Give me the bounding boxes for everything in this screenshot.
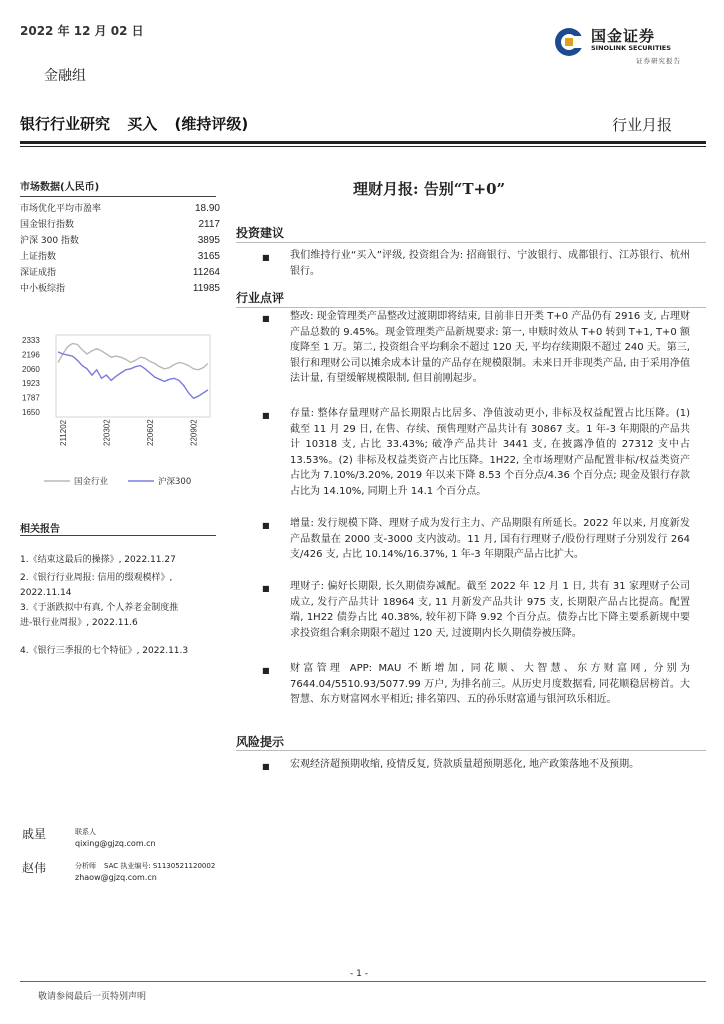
section-title-risk: 风险提示 bbox=[236, 735, 285, 749]
index-chart bbox=[20, 323, 220, 493]
market-data-value: 3165 bbox=[197, 251, 220, 262]
footer-disclaimer: 敬请参阅最后一页特别声明 bbox=[38, 992, 147, 1002]
related-report-item[interactable] bbox=[20, 601, 220, 631]
market-data-label: 深证成指 bbox=[20, 268, 57, 278]
analyst-role: 分析师 bbox=[75, 862, 96, 870]
market-data-label: 市场优化平均市盈率 bbox=[20, 204, 102, 214]
market-data-label: 沪深 300 指数 bbox=[20, 236, 79, 246]
section-divider bbox=[236, 307, 706, 308]
bullet-icon: ■ bbox=[262, 314, 270, 323]
chart-y-tick-label: 2196 bbox=[22, 350, 40, 360]
related-report-line: 2022.11.14 bbox=[20, 588, 72, 598]
related-report-line: 3.《于浙跌拟中有真, 个人养老金制度推 bbox=[20, 603, 179, 613]
market-data-label: 上证指数 bbox=[20, 252, 57, 262]
market-data-row bbox=[20, 233, 220, 249]
analyst-name: 戚星 bbox=[22, 827, 47, 841]
analyst-name: 赵伟 bbox=[22, 861, 47, 875]
advice-paragraph: 我们维持行业“买入”评级, 投资组合为: 招商银行、宁波银行、成都银行、江苏银行、杭州银行。 bbox=[290, 250, 690, 277]
chart-x-tick-label: 220302 bbox=[102, 419, 112, 446]
review-paragraph: 存量: 整体存量理财产品长期限占比居多、净值波动更小, 非标及权益配置占比压降。(1) 截至 11 月 29 日, 在售、存续、预售理财产品共计有 30867 支。1 年-3 年期限的产品共计 10318 支, 占比 33.43%; 破净产品共计 3441 支, 在披露净值的 27312 支中占 13.53%。(2) 非标及权益类资产占比压降。1H22, 全市场理财产品配置非标/权益类资产占比为 7.10%/3.20%, 2019 年以来下降 8.53 个百分点/4.36 个百分点; 现金及银行存款占比为 14.10%, 同期上升 14.1 个百分点。 bbox=[290, 408, 690, 497]
market-data-row bbox=[20, 217, 220, 233]
footer-divider bbox=[20, 981, 706, 982]
section-divider bbox=[236, 242, 706, 243]
market-data-label: 国金银行指数 bbox=[20, 220, 75, 230]
report-date: 2022 年 12 月 02 日 bbox=[20, 24, 144, 38]
chart-x-tick-label: 211202 bbox=[59, 419, 68, 446]
headline-industry: 银行行业研究 bbox=[20, 115, 111, 133]
analyst-email[interactable]: qixing@gjzq.com.cn bbox=[75, 839, 156, 848]
chart-y-tick-label: 2333 bbox=[22, 336, 40, 345]
market-data-panel bbox=[20, 178, 220, 297]
market-data-title: 市场数据(人民币) bbox=[20, 178, 216, 197]
analyst-role: 联系人 bbox=[75, 828, 96, 836]
headline bbox=[20, 113, 260, 134]
review-paragraph: 理财子: 偏好长期限, 长久期债券减配。截至 2022 年 12 月 1 日, 共有 31 家理财子公司成立, 发行产品共计 18964 支, 11 月新发产品共计 975 支, 长期限产品占比提高。配置端, 1H22 债券占比 40.38%, 较年初下降 9.92 个百分点。债券占比下降主要系新规中要求投资组合剩余期限不超过 120 天, 过渡期内长久期债券被压降。 bbox=[290, 581, 690, 639]
bullet-icon: ■ bbox=[262, 411, 270, 420]
bullet-icon: ■ bbox=[262, 762, 270, 771]
brand-logo-icon bbox=[553, 26, 585, 58]
report-title: 理财月报: 告别“T+0” bbox=[353, 180, 506, 198]
related-report-line: 进-银行业周报》, 2022.11.6 bbox=[20, 618, 138, 628]
market-data-value: 3895 bbox=[197, 235, 220, 246]
related-report-item[interactable] bbox=[20, 571, 220, 601]
chart-x-tick-label: 220602 bbox=[146, 419, 156, 446]
bullet-icon: ■ bbox=[262, 666, 270, 675]
market-data-value: 18.90 bbox=[194, 203, 220, 214]
review-paragraph: 整改: 现金管理类产品整改过渡期即将结束, 目前非日开类 T+0 产品仍有 2916 支, 占理财产品总数的 9.45%。现金管理类产品新规要求: 第一, 申赎时效从 T+0 转到 T+1, T+0 额度降至 1 万。第二, 投资组合平均剩余不超过 120 天, 平均存续期限不超过 240 天。第三, 银行和理财公司以摊余成本计量的产品存在规模限制。未来日开非现类产品, 由于采用净值法计量, 有望缓解规模限制, 但目前刚起步。 bbox=[290, 311, 690, 384]
section-title-review: 行业点评 bbox=[236, 291, 285, 305]
chart-x-tick-label: 220902 bbox=[189, 419, 199, 446]
header-divider-thin bbox=[20, 146, 706, 147]
chart-legend-label: 国金行业 bbox=[74, 477, 109, 487]
chart-y-tick-label: 2060 bbox=[22, 364, 40, 374]
header-divider bbox=[20, 141, 706, 144]
market-data-value: 2117 bbox=[198, 219, 220, 230]
section-divider bbox=[236, 750, 706, 751]
bullet-icon: ■ bbox=[262, 521, 270, 530]
bullet-icon: ■ bbox=[262, 584, 270, 593]
chart-series-line bbox=[58, 352, 208, 398]
related-report-line: 4.《银行三季报的七个特征》, 2022.11.3 bbox=[20, 646, 189, 656]
section-title-advice: 投资建议 bbox=[236, 226, 285, 240]
chart-legend-label: 沪深300 bbox=[158, 477, 192, 487]
chart-y-tick-label: 1650 bbox=[22, 408, 40, 417]
related-reports-title: 相关报告 bbox=[20, 524, 60, 535]
analyst-email[interactable]: zhaow@gjzq.com.cn bbox=[75, 873, 157, 882]
analyst-sac-id: SAC 执业编号: S1130521120002 bbox=[104, 862, 216, 870]
market-data-label: 中小板综指 bbox=[20, 284, 66, 294]
market-data-row bbox=[20, 265, 220, 281]
related-report-line: 2.《银行行业周报: 信用的缀观模样》, bbox=[20, 573, 173, 583]
market-data-row bbox=[20, 281, 220, 297]
market-data-row bbox=[20, 249, 220, 265]
risk-paragraph: 宏观经济超预期收缩, 疫情反复, 贷款质量超预期恶化, 地产政策落地不及预期。 bbox=[290, 759, 640, 770]
brand-name-en: SINOLINK SECURITIES bbox=[591, 44, 671, 52]
market-data-row bbox=[20, 201, 220, 217]
headline-rating-note: (维持评级) bbox=[174, 115, 249, 133]
brand-name-cn: 国金证券 bbox=[591, 27, 656, 45]
related-report-item[interactable] bbox=[20, 553, 220, 568]
related-report-line: 1.《结束这最后的操搽》, 2022.11.27 bbox=[20, 555, 176, 565]
chart-y-tick-label: 1923 bbox=[22, 379, 40, 389]
headline-rating: 买入 bbox=[127, 115, 158, 133]
review-paragraph: 增量: 发行规模下降、理财子成为发行主力、产品期限有所延长。2022 年以来, 月度新发产品数量在 2000 支-3000 支内波动。11 月, 国有行理财子/股份行理财子分别发行 264 支/426 支, 占比 10.14%/16.37%, 1 年-3 年期限产品占比扩大。 bbox=[290, 518, 690, 560]
bullet-icon: ■ bbox=[262, 253, 270, 262]
group-name: 金融组 bbox=[44, 68, 86, 84]
chart-series-line bbox=[58, 344, 208, 370]
review-paragraph: 财富管理 APP: MAU 不断增加, 同花顺、大智慧、东方财富网, 分别为 7644.04/5510.93/5077.99 万户, 为排名前三。从历史月度数据看, 同花顺稳居榜首。大智慧、东方财富网水平相近; 排名第四、五的孙乐财富通与银河玖乐相近。 bbox=[290, 663, 690, 705]
market-data-value: 11985 bbox=[192, 283, 220, 294]
related-reports-divider bbox=[20, 535, 216, 536]
page-number: - 1 - bbox=[350, 969, 368, 979]
related-report-item[interactable] bbox=[20, 644, 220, 659]
market-data-value: 11264 bbox=[192, 267, 220, 278]
report-type: 行业月报 bbox=[612, 116, 673, 134]
brand-subtitle: 证券研究报告 bbox=[636, 57, 681, 65]
chart-y-tick-label: 1787 bbox=[22, 393, 40, 403]
